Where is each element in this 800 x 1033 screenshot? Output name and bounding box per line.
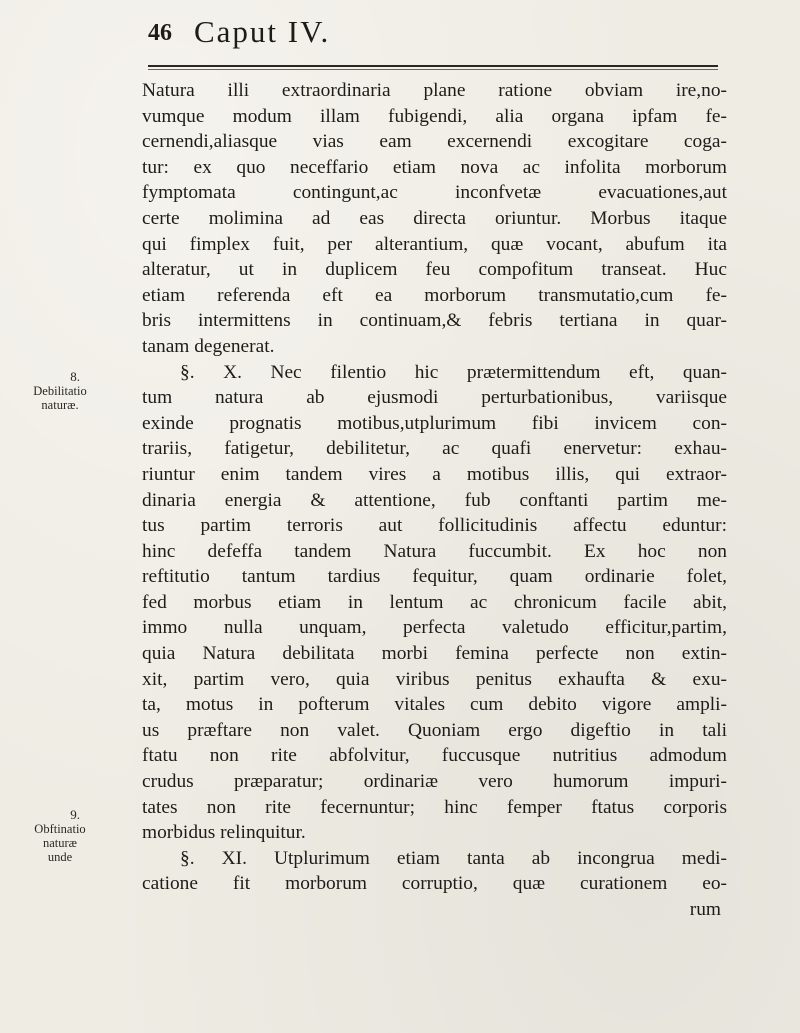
text-line: catione fit morborum corruptio, quæ curationem eo-: [142, 873, 727, 895]
text-line: etiam referenda eft ea morborum transmutatio,cum fe-: [142, 284, 727, 306]
catchword: rum: [689, 899, 721, 920]
text-line: crudus præparatur; ordinariæ vero humorum impuri-: [142, 771, 727, 793]
text-line: xit, partim vero, quia viribus penitus exhaufta & exu-: [142, 668, 727, 690]
marginal-note-debilitatio: [30, 370, 90, 412]
text-line: ftatu non rite abfolvitur, fuccusque nutritius admodum: [142, 745, 727, 767]
text-line: Natura illi extraordinaria plane ratione obviam ire,no-: [142, 80, 727, 101]
marginal-note-line: Obftinatio: [34, 822, 86, 836]
text-line: tus partim terroris aut follicitudinis affectu eduntur:: [142, 515, 727, 537]
marginal-note-number: 8.: [70, 369, 80, 384]
text-line: bris intermittens in continuam,& febris tertiana in quar-: [142, 310, 727, 332]
text-line: quia Natura debilitata morbi femina perfecte non extin-: [142, 643, 727, 665]
text-line: fymptomata contingunt,ac inconfvetæ evacuationes,aut: [142, 182, 727, 204]
text-line: cernendi,aliasque vias eam excernendi excogitare coga-: [142, 131, 727, 153]
page-number: 46: [148, 20, 172, 46]
header-rule-thin: [148, 69, 718, 70]
section-heading-line: §. X. Nec filentio hic prætermittendum eft, quan-: [180, 361, 727, 383]
text-line: us præftare non valet. Quoniam ergo digeftio in tali: [142, 719, 727, 741]
text-line: fed morbus etiam in lentum ac chronicum facile abit,: [142, 591, 727, 613]
text-line: morbidus relinquitur.: [142, 822, 306, 844]
text-line: immo nulla unquam, perfecta valetudo efficitur,partim,: [142, 617, 727, 639]
text-line: hinc defeffa tandem Natura fuccumbit. Ex hoc non: [142, 540, 727, 562]
marginal-note-number: 9.: [70, 807, 80, 822]
chapter-title: Caput IV.: [194, 14, 331, 49]
text-line: qui fimplex fuit, per alterantium, quæ vocant, abufum ita: [142, 233, 727, 255]
header-rule: [148, 65, 718, 67]
text-line: exinde prognatis motibus,utplurimum fibi invicem con-: [142, 412, 727, 434]
marginal-note-line: naturæ unde: [42, 836, 78, 864]
marginal-note-obstinatio: [30, 808, 90, 864]
section-heading-line: §. XI. Utplurimum etiam tanta ab incongrua medi-: [180, 847, 727, 869]
page-header: [148, 14, 718, 50]
text-line: ta, motus in pofterum vitales cum debito vigore ampli-: [142, 694, 727, 716]
marginal-note-line: naturæ.: [41, 398, 79, 412]
text-line: dinaria energia & attentione, fub conftanti partim me-: [142, 489, 727, 511]
text-line: alteratur, ut in duplicem feu compofitum transeat. Huc: [142, 259, 727, 281]
text-line: certe molimina ad eas directa oriuntur. Morbus itaque: [142, 207, 727, 229]
text-line: tur: ex quo neceffario etiam nova ac infolita morborum: [142, 156, 727, 178]
marginal-note-line: Debilitatio: [33, 384, 87, 398]
text-line: trariis, fatigetur, debilitetur, ac quafi enervetur: exhau-: [142, 438, 727, 460]
body-text: [142, 78, 727, 923]
text-line: reftitutio tantum tardius fequitur, quam ordinarie folet,: [142, 566, 727, 588]
text-line: tates non rite fecernuntur; hinc femper ftatus corporis: [142, 796, 727, 818]
text-line: vumque modum illam fubigendi, alia organa ipfam fe-: [142, 105, 727, 127]
text-line: tanam degenerat.: [142, 335, 275, 357]
text-line: tum natura ab ejusmodi perturbationibus, variisque: [142, 387, 727, 409]
text-line: riuntur enim tandem vires a motibus illis, qui extraor-: [142, 463, 727, 485]
